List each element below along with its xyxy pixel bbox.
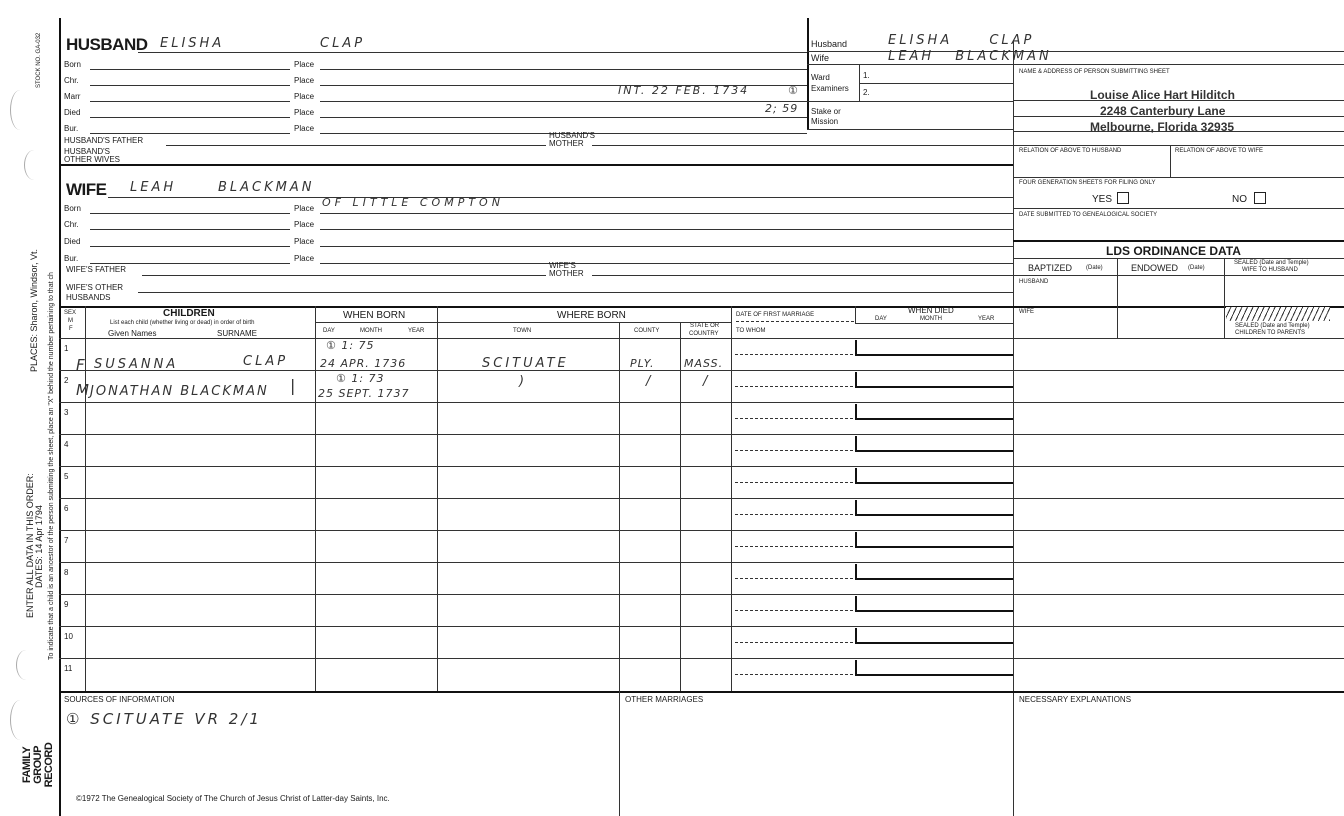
died-rule [855,372,857,386]
day-header: DAY [323,328,335,334]
husband-chr-label: Chr. [64,76,79,85]
rule [1013,116,1344,117]
child-birth-reference[interactable]: ① 1: 73 [336,372,385,385]
child-row-number: 3 [64,408,69,417]
husband-heading: HUSBAND [66,35,148,54]
row-divider [59,402,1344,403]
wife-heading: WIFE [66,180,107,199]
submitter-city[interactable]: Melbourne, Florida 32935 [1090,120,1235,134]
ancestor-instruction: To indicate that a child is an ancestor of the person submitting the sheet, place an "X" behind the number pertaining to that ch [48,272,55,660]
sex-f-header: F [69,326,73,332]
child-birth-county[interactable]: / [646,374,654,389]
index-wife-label: Wife [811,53,829,63]
place-label: Place [294,76,315,85]
marriage-dashed-rule [735,482,853,483]
state-header-1: STATE OR [690,323,720,329]
punch-hole [24,150,44,180]
column-divider [619,691,620,816]
sex-header: SEX [64,310,77,316]
rule [320,101,807,102]
wife-other-husbands-1: WIFE'S OTHER [66,283,124,292]
sources-value[interactable]: ① SCITUATE VR 2/1 [66,710,262,728]
where-born-header: WHERE BORN [557,310,626,321]
section-divider [1013,240,1344,242]
rule [855,323,1013,324]
dates-instruction: DATES: 14 Apr 1794 [34,505,44,588]
stake-label: Stake or [811,107,841,116]
died-rule [855,596,857,610]
four-generation-label: FOUR GENERATION SHEETS FOR FILING ONLY [1019,180,1156,186]
row-divider [59,658,1344,659]
wife-mother-label-2: MOTHER [549,269,584,278]
child-birth-reference[interactable]: ① 1: 75 [326,339,375,352]
rule [90,85,290,86]
month-header: MONTH [360,328,382,334]
examiner-2: 2. [863,88,870,97]
sealed-children-header-2: CHILDREN TO PARENTS [1235,330,1306,336]
rule [807,101,1013,102]
children-subheader: List each child (whether living or dead) in order of birth [110,320,255,326]
husband-surname[interactable]: CLAP [320,36,366,51]
left-border [59,18,61,816]
rule [807,64,1344,65]
sealed-children-header-1: SEALED (Date and Temple) [1235,323,1310,329]
rule [108,197,1013,198]
rule [320,246,1013,247]
divider [1170,145,1171,177]
to-whom-header: TO WHOM [736,328,766,334]
index-husband-label: Husband [811,39,848,49]
row-divider [59,530,1344,531]
child-sex[interactable]: F [76,356,88,374]
rule [320,263,1013,264]
index-husband-value[interactable]: ELISHA CLAP [888,33,1035,48]
wife-bur-label: Bur. [64,254,79,263]
child-birth-date[interactable]: 24 APR. 1736 [320,357,407,370]
marriage-dashed-rule [735,418,853,419]
child-row-number: 2 [64,376,69,385]
died-rule [855,450,1013,452]
baptized-date-label: (Date) [1086,265,1103,271]
divider [1117,258,1118,338]
ward-label: Ward [811,73,830,82]
child-given-name[interactable]: JONATHAN BLACKMAN [90,384,269,399]
lds-husband-row: HUSBAND [1019,279,1049,285]
rule [320,69,807,70]
rule [807,129,1013,130]
child-birth-town[interactable]: SCITUATE [482,356,569,371]
row-divider [59,562,1344,563]
died-rule [855,500,857,514]
marriage-dashed-rule [735,354,853,355]
stock-number: STOCK NO. GA-032 [36,32,42,88]
submitter-street[interactable]: 2248 Canterbury Lane [1100,104,1226,118]
marriage-dashed-rule [735,610,853,611]
relation-to-wife-label: RELATION OF ABOVE TO WIFE [1175,148,1264,154]
place-label: Place [294,237,315,246]
rule [90,229,290,230]
sealed-wife-header-2: WIFE TO HUSBAND [1242,267,1298,273]
husband-born-label: Born [64,60,81,69]
marriage-dashed-rule [735,514,853,515]
died-rule [855,642,1013,644]
died-month-header: MONTH [920,316,942,322]
hatched-block [1226,307,1330,321]
data-order-instruction: ENTER ALL DATA IN THIS ORDER: [25,473,35,618]
died-rule [855,340,857,354]
wife-mother-label-1: WIFE'S [549,261,576,270]
column-divider [680,322,681,691]
husband-marriage-note-mark: ① [788,84,799,97]
husband-marr-label: Marr [64,92,81,101]
yes-checkbox[interactable] [1117,192,1129,204]
when-born-header: WHEN BORN [343,310,406,321]
rule [90,101,290,102]
punch-hole [10,90,30,130]
husband-other-wives-2: OTHER WIVES [64,155,121,164]
rule [320,229,1013,230]
section-divider [59,306,1344,308]
died-rule [855,468,857,482]
rule [1013,275,1344,276]
row-divider [59,626,1344,627]
marriage-dashed-rule [735,450,853,451]
died-rule [855,628,857,642]
child-row-number: 10 [64,632,73,641]
child-row-number: 11 [64,664,73,673]
rule [90,133,290,134]
place-label: Place [294,124,315,133]
died-rule [855,674,1013,676]
child-given-name[interactable]: SUSANNA [94,357,179,372]
given-names-header: Given Names [108,329,157,338]
husband-marriage-reference[interactable]: 2; 59 [765,102,799,115]
husband-mother-label-1: HUSBAND'S [549,131,595,140]
rule [166,145,546,146]
endowed-header: ENDOWED [1131,263,1178,273]
place-label: Place [294,204,315,213]
husband-marriage-note[interactable]: INT. 22 FEB. 1734 [618,84,750,97]
column-divider [619,322,620,691]
wife-died-label: Died [64,237,81,246]
surname-header: SURNAME [217,329,258,338]
place-label: Place [294,254,315,263]
rule [1013,145,1344,146]
index-wife-value[interactable]: LEAH BLACKMAN [888,49,1052,64]
row-divider [59,370,1344,371]
mission-label: Mission [811,117,839,126]
died-rule [855,354,1013,356]
died-rule [855,404,857,418]
county-header: COUNTY [634,328,660,334]
no-checkbox[interactable] [1254,192,1266,204]
husband-mother-label-2: MOTHER [549,139,584,148]
other-marriages-label: OTHER MARRIAGES [625,695,704,704]
examiners-label: Examiners [811,84,849,93]
wife-other-husbands-2: HUSBANDS [66,293,111,302]
died-year-header: YEAR [978,316,995,322]
died-rule [855,386,1013,388]
child-sex[interactable]: M [76,381,92,399]
rule [1013,258,1344,259]
child-row-number: 7 [64,536,69,545]
marriage-dashed-rule [735,642,853,643]
place-label: Place [294,220,315,229]
dashed-rule [736,321,854,322]
town-header: TOWN [513,328,532,334]
marriage-dashed-rule [735,386,853,387]
form-title: FAMILY GROUP RECORD [21,742,55,788]
column-divider [855,306,856,324]
lds-wife-row: WIFE [1019,309,1034,315]
baptized-header: BAPTIZED [1028,263,1073,273]
died-rule [855,532,857,546]
divider [1224,258,1225,338]
wife-born-label: Born [64,204,81,213]
rule [437,322,731,323]
died-rule [855,418,1013,420]
wife-father-label: WIFE'S FATHER [66,265,127,274]
died-rule [855,660,857,674]
when-died-header: WHEN DIED [908,306,954,315]
child-row-number: 4 [64,440,69,449]
section-divider [59,691,1344,693]
marriage-dashed-rule [735,546,853,547]
died-day-header: DAY [875,316,887,322]
rule [320,117,807,118]
child-surname[interactable]: CLAP [243,354,289,369]
row-divider [59,498,1344,499]
children-header: CHILDREN [163,308,215,319]
rule [90,213,290,214]
yes-label: YES [1092,194,1113,205]
sex-m-header: M [68,318,73,324]
rule [1013,131,1344,132]
first-marriage-header: DATE OF FIRST MARRIAGE [736,312,815,318]
rule [138,292,1013,293]
died-rule [855,436,857,450]
husband-father-label: HUSBAND'S FATHER [64,136,144,145]
child-row-number: 9 [64,600,69,609]
no-label: NO [1232,194,1247,205]
divider [807,18,809,130]
child-row-number: 8 [64,568,69,577]
state-header-2: COUNTRY [689,331,719,337]
place-label: Place [294,60,315,69]
died-rule [855,546,1013,548]
sources-label: SOURCES OF INFORMATION [64,695,175,704]
wife-chr-label: Chr. [64,220,79,229]
child-row-number: 1 [64,344,69,353]
died-rule [855,564,857,578]
rule [315,322,437,323]
punch-hole [10,700,30,740]
submitter-name[interactable]: Louise Alice Hart Hilditch [1090,88,1235,102]
child-birth-county[interactable]: PLY. [630,357,655,370]
punch-hole [16,650,36,680]
child-birth-town[interactable]: ) [519,374,528,389]
died-rule [855,514,1013,516]
copyright: ©1972 The Genealogical Society of The Church of Jesus Christ of Latter-day Saints, Inc. [76,794,390,803]
rule [592,275,1013,276]
rule [90,246,290,247]
rule [859,83,1013,84]
year-header: YEAR [408,328,425,334]
place-label: Place [294,92,315,101]
row-divider [59,338,1344,339]
wife-given-name[interactable]: LEAH [130,180,177,195]
husband-given-name[interactable]: ELISHA [160,36,225,51]
explanations-label: NECESSARY EXPLANATIONS [1019,695,1132,704]
endowed-date-label: (Date) [1188,265,1205,271]
child-birth-state[interactable]: / [703,374,711,389]
child-birth-state[interactable]: MASS. [684,357,724,370]
rule [138,52,807,53]
wife-surname[interactable]: BLACKMAN [218,180,315,195]
husband-bur-label: Bur. [64,124,79,133]
rule [90,263,290,264]
row-divider [59,594,1344,595]
rule [592,145,1013,146]
died-rule [855,482,1013,484]
child-birth-date[interactable]: 25 SEPT. 1737 [318,387,410,400]
marriage-dashed-rule [735,674,853,675]
places-instruction: PLACES: Sharon, Windsor, Vt. [29,248,39,372]
child-row-number: 5 [64,472,69,481]
died-rule [855,610,1013,612]
examiner-1: 1. [863,71,870,80]
place-label: Place [294,108,315,117]
rule [1013,208,1344,209]
rule [90,117,290,118]
rule [142,275,546,276]
section-divider [59,164,1013,166]
wife-born-place[interactable]: OF LITTLE COMPTON [322,196,504,209]
child-row-number: 6 [64,504,69,513]
row-divider [59,466,1344,467]
husband-died-label: Died [64,108,81,117]
died-rule [855,578,1013,580]
child-name-mark: | [290,376,299,395]
row-divider [59,434,1344,435]
divider [1013,40,1014,816]
date-submitted-label: DATE SUBMITTED TO GENEALOGICAL SOCIETY [1019,212,1158,218]
rule [1013,100,1344,101]
lds-title: LDS ORDINANCE DATA [1106,244,1241,258]
marriage-dashed-rule [735,578,853,579]
submitter-label: NAME & ADDRESS OF PERSON SUBMITTING SHEET [1019,69,1170,75]
husband-other-wives-1: HUSBAND'S [64,147,110,156]
rule [1013,177,1344,178]
relation-to-husband-label: RELATION OF ABOVE TO HUSBAND [1019,148,1122,154]
rule [320,213,1013,214]
rule [90,69,290,70]
sealed-wife-header-1: SEALED (Date and Temple) [1234,260,1309,266]
